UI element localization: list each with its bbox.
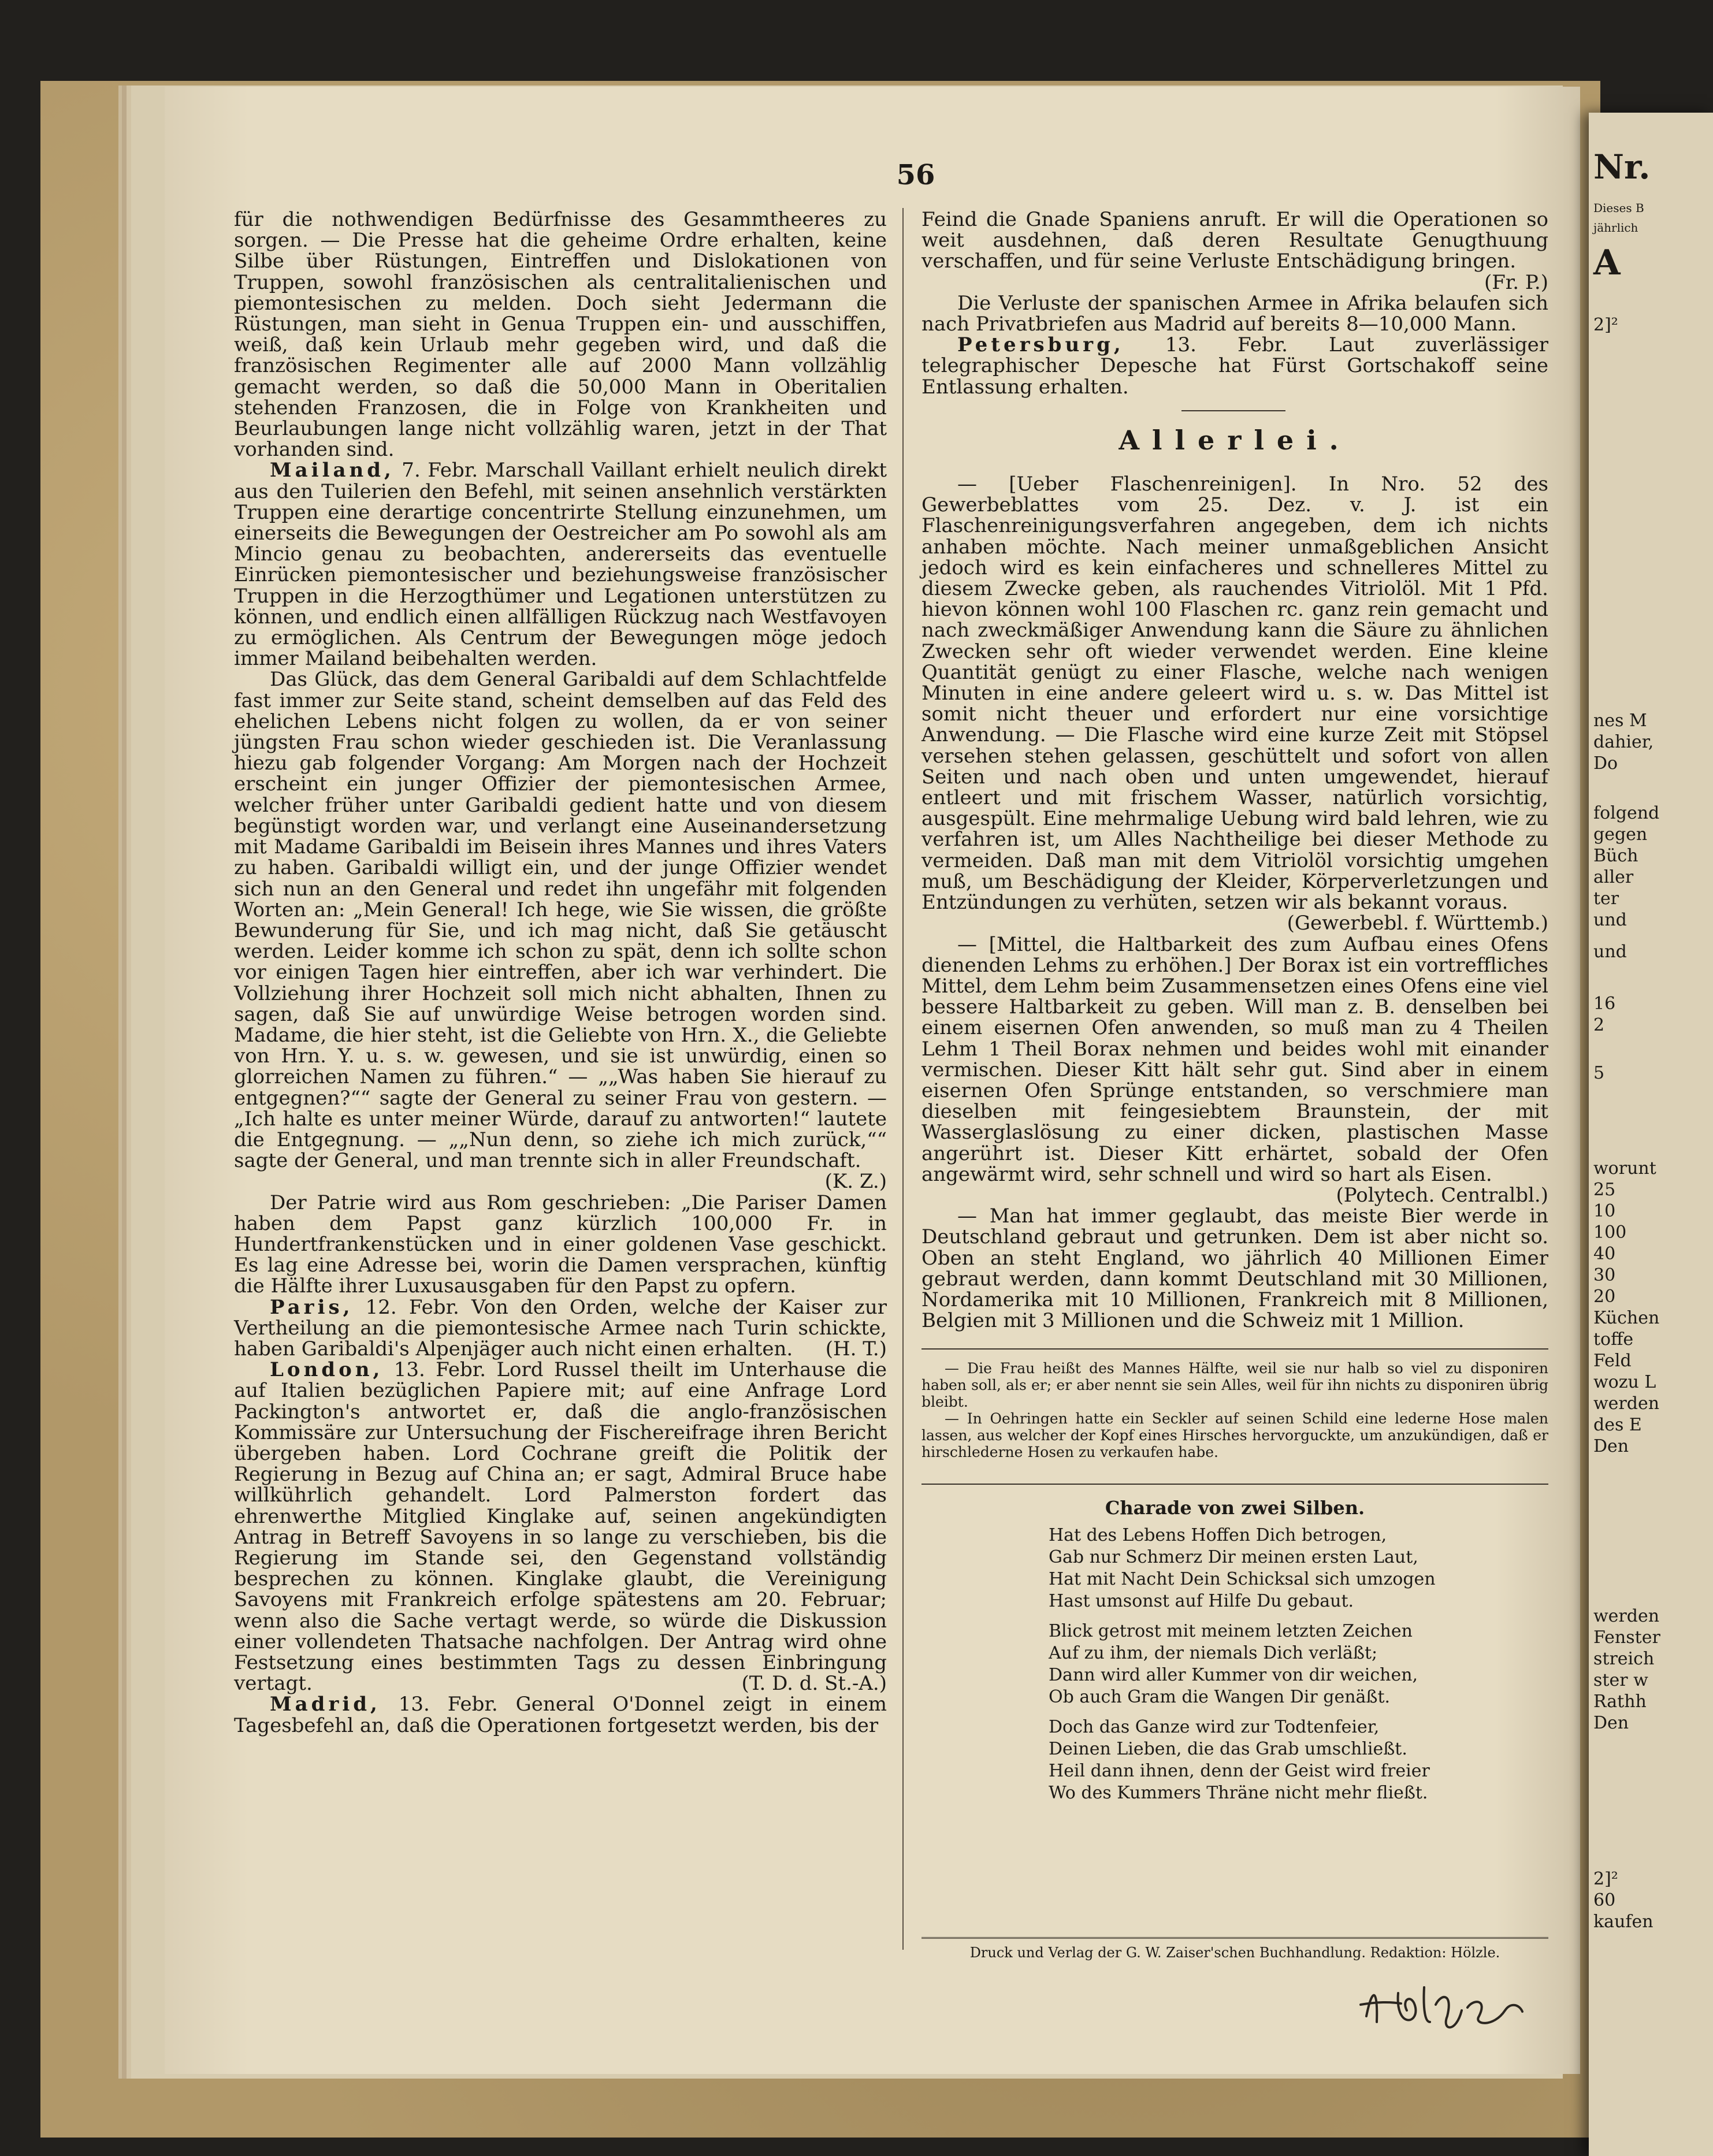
article-paragraph [921,334,1548,397]
right-column [921,209,1548,1812]
paragraph-text: — Man hat immer geglaubt, das meiste Bier werde in Deutschland gebraut und getrunken. Dem ist aber nicht so. Oben an steht England, wo jährlich 40 Millionen Eimer gebraut werden, dann kommt Deutschland mit 30 Millionen, Nordamerika mit 10 Millionen, Frankreich mit 8 Millionen, Belgien mit 3 Millionen und die Schweiz mit 1 Million. [921,1205,1548,1333]
adjacent-page-text: folgend [1593,803,1660,823]
poem-line: Gab nur Schmerz Dir meinen ersten Laut, [1049,1547,1418,1567]
adjacent-page-text: 16 [1593,994,1616,1014]
article-paragraph [921,1206,1548,1331]
poem-line: Ob auch Gram die Wangen Dir genäßt. [1049,1686,1391,1707]
poem-body [921,1525,1548,1804]
poem-line: Doch das Ganze wird zur Todtenfeier, [1049,1716,1380,1737]
paragraph-text: — [Mittel, die Haltbarkeit des zum Aufbau eines Ofens dienenden Lehms zu erhöhen.] Der Borax ist ein vortreffliches Mittel, dem Lehm beim Zusammensetzen eines Ofens eine viel bessere Haltbarkeit zu geben. Will man z. B. denselben bei einem eisernen Ofen anwenden, so muß man zu 4 Theilen Lehm 1 Theil Borax nehmen und beides wohl mit einander vermischen. Dieser Kitt hält sehr gut. Sind aber in einem eisernen Ofen Sprünge entstanden, so verschmiere man dieselben mit feingesiebtem Braunstein, der mit Wasserglaslösung zu einer dicken, plastischen Masse angerührt ist. Dieser Kitt erhärtet, sobald der Ofen angewärmt wird, sehr schnell und wird so hart als Eisen. [921,932,1548,1186]
article-paragraph [234,1192,887,1297]
news-continuation [921,209,1548,397]
article-paragraph [234,460,887,669]
adjacent-page-text: und [1593,942,1627,962]
poem-stanza [1049,1620,1548,1708]
paragraph-text: Der Patrie wird aus Rom geschrieben: „Die Pariser Damen haben dem Papst ganz kürzlich 100,000 Fr. in Hundertfrankenstücken und in einer goldenen Vase geschickt. Es lag eine Adresse bei, worin die Damen versprachen, künftig die Hälfte ihrer Luxusausgaben für den Papst zu opfern. [234,1191,887,1298]
article-paragraph [234,209,887,460]
poem-line: Blick getrost mit meinem letzten Zeichen [1049,1620,1413,1641]
paragraph-text: Die Verluste der spanischen Armee in Afrika belaufen sich nach Privatbriefen aus Madrid auf bereits 8—10,000 Mann. [921,291,1548,336]
poem-stanza [1049,1525,1548,1612]
adjacent-page-text: Feld [1593,1351,1632,1371]
paragraph-text: 12. Febr. Von den Orden, welche der Kaiser zur Vertheilung an die piemontesische Armee nach Turin schickte, haben Garibaldi's Alpenjäger auch nicht einen erhalten. [234,1295,887,1360]
source-citation: (H. T.) [825,1337,887,1360]
poem-line: Deinen Lieben, die das Grab umschließt. [1049,1738,1407,1759]
article-paragraph [234,1359,887,1694]
adjacent-page-text: 2 [1593,1015,1605,1035]
article-paragraph [921,209,1548,293]
adjacent-page-text: 60 [1593,1890,1616,1910]
adjacent-page-text: Do [1593,753,1618,774]
paragraph-text: 13. Febr. General O'Donnel zeigt in einem Tagesbefehl an, daß die Operationen fortgesetzt werden, bis der [234,1693,887,1737]
adjacent-page-text: 5 [1593,1063,1605,1083]
adjacent-page-text: Dieses B [1593,201,1644,215]
adjacent-page-text: nes M [1593,711,1647,731]
dateline-place: London, [270,1358,384,1382]
adjacent-page-text: jährlich [1593,221,1638,235]
dateline-place: Mailand, [270,459,395,482]
dateline-place: Madrid, [270,1693,381,1716]
charade-poem [921,1484,1548,1804]
article-paragraph [234,669,887,1192]
small-note: — Die Frau heißt des Mannes Hälfte, weil sie nur halb so viel zu disponiren haben soll, als er; er aber nennt sie sein Alles, weil für ihn nichts zu disponiren übrig bleibt. [921,1360,1548,1411]
poem-line: Heil dann ihnen, denn der Geist wird freier [1049,1760,1430,1781]
paragraph-text: 13. Febr. Lord Russel theilt im Unterhause die auf Italien bezüglichen Papiere mit; auf eine Anfrage Lord Packington's antwortet er, daß die anglo-französischen Kommissäre zur Untersuchung der Fischereifrage ihren Bericht übergeben haben. Lord Cochrane greift die Politik der Regierung in Bezug auf China an; er sagt, Admiral Bruce habe willkührlich gehandelt. Lord Palmerston fordert das ehrenwerthe Mitglied Kinglake auf, seinen angekündigten Antrag in Betreff Savoyens in so lange zu verschieben, bis die Regierung im Stande sei, den Gegenstand vollständig besprechen zu können. Kinglake glaubt, die Vereinigung Savoyens mit Frankreich erfolge spätestens am 20. Februar; wenn also die Sache vertagt werde, so würde die Diskussion einer vollendeten Thatsache nachfolgen. Der Antrag wird ohne Festsetzung eines bestimmten Tags zu dessen Einbringung vertagt. [234,1358,887,1696]
adjacent-page-text: Fenster [1593,1627,1660,1648]
adjacent-page-text: 20 [1593,1287,1616,1307]
adjacent-page-text: ster w [1593,1670,1648,1690]
paragraph-text: — [Ueber Flaschenreinigen]. In Nro. 52 des Gewerbeblattes vom 25. Dez. v. J. ist ein Flaschenreinigungsverfahren angegeben, dem ich nichts anhaben möchte. Nach meiner unmaßgeblichen Ansicht jedoch wird es kein einfacheres und schnelleres Mittel zu diesem Zwecke geben, als rauchendes Vitriolöl. Mit 1 Pfd. hievon können wohl 100 Flaschen rc. ganz rein gemacht und nach zweckmäßiger Anwendung kann die Säure zu ähnlichen Zwecken sehr oft wieder verwendet werden. Eine kleine Quantität genügt zu einer Flasche, welche nach wenigen Minuten in eine andere geleert wird u. s. w. Das Mittel ist somit nicht theuer und erfordert nur eine vorsichtige Anwendung. — Die Flasche wird eine kurze Zeit mit Stöpsel versehen stehen gelassen, geschüttelt und sofort von allen Seiten und nach oben und unten umgewendet, hierauf entleert und mit frischem Wasser, natürlich vorsichtig, ausgespült. Eine mehrmalige Uebung wird bald lehren, wie zu verfahren ist, um Alles Nachtheilige bei dieser Methode zu vermeiden. Daß man mit dem Vitriolöl vorsichtig umgehen muß, um Beschädigung der Kleider, Körperverletzungen und Entzündungen zu verhüten, setzen wir als bekannt voraus. [921,473,1548,915]
adjacent-page-text: 25 [1593,1180,1616,1200]
poem-line: Hat des Lebens Hoffen Dich betrogen, [1049,1525,1387,1545]
paragraph-text: Feind die Gnade Spaniens anruft. Er will die Operationen so weit ausdehnen, daß deren Resultate Genugthuung verschaffen, und für seine Verluste Entschädigung bringen. [921,208,1548,273]
adjacent-page-text: werden [1593,1393,1660,1414]
poem-line: Dann wird aller Kummer von dir weichen, [1049,1664,1418,1685]
adjacent-page-text: worunt [1593,1158,1656,1179]
adjacent-page-edge [1589,113,1713,2156]
left-column [234,209,887,1736]
paragraph-text: Das Glück, das dem General Garibaldi auf dem Schlachtfelde fast immer zur Seite stand, scheint demselben auf das Feld des ehelichen Lebens nicht folgen zu wollen, da er von seiner jüngsten Frau schon wieder geschieden ist. Die Veranlassung hiezu gab folgender Vorgang: Am Morgen nach der Hochzeit erscheint ein junger Offizier der piemontesischen Armee, welcher früher unter Garibaldi gedient hatte und von diesem begünstigt worden war, und verlangt eine Auseinandersetzung mit Madame Garibaldi im Beisein ihres Mannes und ihres Vaters zu haben. Garibaldi willigt ein, und der junge Offizier wendet sich nun an den General und redet ihn ungefähr mit folgenden Worten an: „Mein General! Ich hege, wie Sie wissen, die größte Bewunderung für Sie, und ich mag nicht, daß Sie getäuscht werden. Leider komme ich schon zu spät, denn ich sollte schon vor einigen Tagen hier eintreffen, aber ich war verhindert. Die Vollziehung ihrer Hochzeit soll mich nicht abhalten, Ihnen zu sagen, daß Sie auf unwürdige Weise betrogen worden sind. Madame, die hier steht, ist die Geliebte von Hrn. X., die Geliebte von Hrn. Y. u. s. w. gewesen, und sie ist unwürdig, einen so glorreichen Namen zu führen.“ — „„Was haben Sie hierauf zu entgegnen?““ sagte der General zu seiner Frau von gestern. — „Ich halte es unter meiner Würde, darauf zu antworten!“ lautete die Entgegnung. — „„Nun denn, so ziehe ich mich zurück,““ sagte der General, und man trennte sich in aller Freundschaft. [234,668,887,1173]
article-paragraph [234,1297,887,1360]
adjacent-page-text: dahier, [1593,732,1654,752]
source-citation: (T. D. d. St.-A.) [741,1672,887,1696]
paragraph-text: für die nothwendigen Bedürfnisse des Gesammtheeres zu sorgen. — Die Presse hat die geheime Ordre erhalten, keine Silbe über Rüstungen, Eintreffen und Dislokationen von Truppen, sowohl französischen als centralitalienischen und piemontesischen zu melden. Doch sieht Jedermann die Rüstungen, man sieht in Genua Truppen ein- und ausschiffen, weiß, daß kein Urlaub mehr gegeben wird, und daß die französischen Regimenter alle auf 2000 Mann vollzählig gemacht werden, so daß die 50,000 Mann in Oberitalien stehenden Franzosen, die in Folge von Krankheiten und Beurlaubungen lange nicht vollzählig waren, jetzt in der That vorhanden sind. [234,208,887,462]
small-notes [921,1348,1548,1460]
adjacent-page-text: werden [1593,1606,1660,1626]
adjacent-page-text: wozu L [1593,1372,1656,1392]
adjacent-page-text: Rathh [1593,1692,1647,1712]
adjacent-page-text: und [1593,910,1627,930]
adjacent-page-text: 10 [1593,1201,1616,1221]
dateline-place: Paris, [270,1295,354,1319]
poem-stanza [1049,1716,1548,1804]
adjacent-page-text: Den [1593,1436,1629,1456]
dateline-place: Petersburg, [957,333,1124,357]
source-citation: (Fr. P.) [1484,270,1548,294]
page-number: 56 [896,159,935,191]
adjacent-page-text: 2]² [1593,315,1618,335]
article-paragraph [921,934,1548,1206]
poem-line: Hat mit Nacht Dein Schicksal sich umzogen [1049,1568,1436,1589]
adjacent-page-text: 100 [1593,1222,1627,1243]
article-paragraph [921,474,1548,934]
section-heading: Allerlei. [921,430,1548,451]
imprint-line: Druck und Verlag der G. W. Zaiser'schen Buchhandlung. Redaktion: Hölzle. [921,1937,1548,1961]
adjacent-page-text: kaufen [1593,1912,1653,1932]
miscellany-articles [921,474,1548,1331]
article-paragraph [234,1694,887,1735]
adjacent-page-text: 30 [1593,1265,1616,1285]
adjacent-page-text: 2]² [1593,1869,1618,1889]
article-paragraph [921,293,1548,334]
adjacent-page-text: des E [1593,1415,1642,1435]
adjacent-page-text: streich [1593,1649,1655,1669]
adjacent-page-text: Küchen [1593,1308,1660,1328]
source-citation: (K. Z.) [824,1170,887,1194]
source-citation: (Gewerbebl. f. Württemb.) [1287,912,1548,935]
adjacent-page-text: Büch [1593,846,1638,866]
handwritten-signature [1355,1976,1528,2039]
source-citation: (Polytech. Centralbl.) [1336,1183,1548,1207]
paragraph-text: 13. Febr. Laut zuverlässiger telegraphischer Depesche hat Fürst Gortschakoff seine Entlassung erhalten. [921,333,1548,399]
adjacent-page-text: toffe [1593,1329,1634,1350]
poem-line: Hast umsonst auf Hilfe Du gebaut. [1049,1590,1354,1611]
adjacent-page-text: 40 [1593,1244,1616,1264]
poem-line: Auf zu ihm, der niemals Dich verläßt; [1049,1642,1378,1663]
adjacent-page-text: Den [1593,1713,1629,1733]
paragraph-text: 7. Febr. Marschall Vaillant erhielt neulich direkt aus den Tuilerien den Befehl, mit seinen ansehnlich verstärkten Truppen eine derartige concentrirte Stellung einzunehmen, um einerseits die Bewegungen der Oestreicher am Po sowohl als am Mincio genau zu beobachten, andererseits das eventuelle Einrücken piemontesischer und beziehungsweise französischer Truppen in die Herzogthümer und Legationen unterstützen zu können, und endlich einen allfälligen Rückzug nach Westfavoyen zu ermöglichen. Als Centrum der Bewegungen möge jedoch immer Mailand beibehalten werden. [234,459,887,671]
adjacent-page-text: Nr. [1593,147,1651,187]
poem-title: Charade von zwei Silben. [1105,1497,1365,1519]
adjacent-page-text: A [1593,243,1621,283]
adjacent-page-text: gegen [1593,824,1648,845]
poem-line: Wo des Kummers Thräne nicht mehr fließt. [1049,1782,1428,1803]
small-note: — In Oehringen hatte ein Seckler auf seinen Schild eine lederne Hose malen lassen, aus welcher der Kopf eines Hirsches hervorguckte, um anzukündigen, daß er hirschlederne Hosen zu verkaufen habe. [921,1410,1548,1461]
column-divider [902,208,904,1950]
adjacent-page-text: aller [1593,867,1634,887]
adjacent-page-text: ter [1593,889,1619,909]
